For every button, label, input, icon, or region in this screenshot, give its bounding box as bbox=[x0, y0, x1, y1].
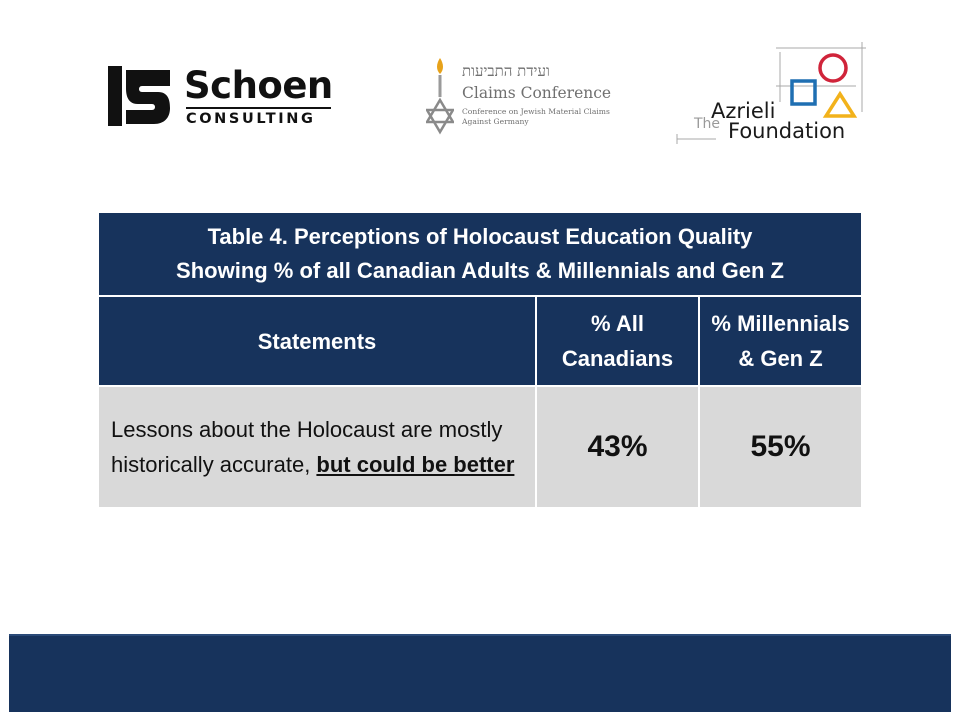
schoen-subtitle: CONSULTING bbox=[186, 111, 316, 127]
header-all-line1: % All bbox=[591, 311, 644, 336]
caption-line-2: Showing % of all Canadian Adults & Millennials and Gen Z bbox=[176, 258, 784, 283]
caption-line-1: Table 4. Perceptions of Holocaust Education Quality bbox=[207, 224, 753, 249]
header-millennials-genz bbox=[699, 296, 862, 386]
statement-text: Lessons about the Holocaust are mostly historically accurate, bbox=[111, 417, 503, 477]
value-millennials-genz: 55% bbox=[699, 386, 862, 508]
value-all-canadians: 43% bbox=[536, 386, 699, 508]
statement-cell bbox=[98, 386, 536, 508]
header-all-line2: Canadians bbox=[561, 346, 674, 371]
statement-emphasis: but could be better bbox=[316, 452, 515, 477]
azrieli-name-line1: Azrieli bbox=[711, 99, 776, 123]
claims-hebrew-name: ועידת התביעות bbox=[462, 62, 550, 80]
header-statements: Statements bbox=[98, 296, 536, 386]
header-all-canadians bbox=[536, 296, 699, 386]
table-caption-row bbox=[98, 212, 862, 296]
table-header-row bbox=[98, 296, 862, 386]
table-caption bbox=[98, 212, 862, 296]
claims-subtitle: Conference on Jewish Material Claims Against Germany bbox=[462, 107, 610, 126]
claims-name: Claims Conference bbox=[462, 84, 612, 102]
azrieli-the: The bbox=[694, 116, 721, 132]
azrieli-foundation-logo bbox=[676, 42, 866, 147]
header-mz-line2: & Gen Z bbox=[738, 346, 823, 371]
footer-band bbox=[9, 634, 951, 712]
perceptions-table bbox=[97, 211, 863, 509]
schoen-wordmark: Schoen bbox=[184, 64, 333, 107]
schoen-s-mark-icon bbox=[108, 66, 170, 126]
schoen-consulting-logo bbox=[108, 66, 333, 128]
table-row bbox=[98, 386, 862, 508]
claims-conference-logo bbox=[426, 56, 612, 136]
azrieli-name-line2: Foundation bbox=[728, 119, 846, 143]
schoen-divider bbox=[186, 107, 331, 109]
header-mz-line1: % Millennials bbox=[711, 311, 850, 336]
candle-star-icon bbox=[426, 56, 454, 136]
